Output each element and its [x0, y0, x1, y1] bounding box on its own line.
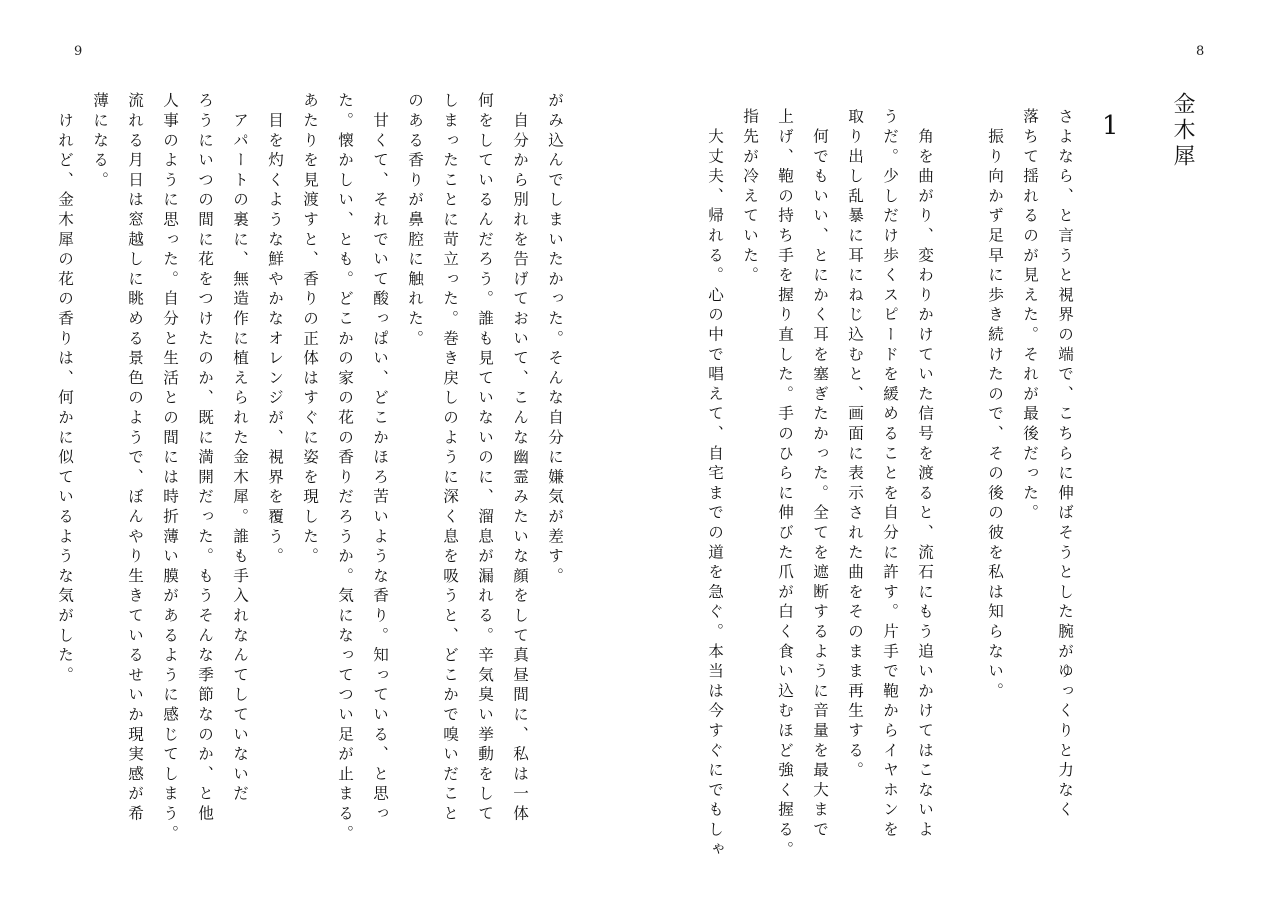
text-column: うだ。少しだけ歩くスピードを緩めることを自分に許す。片手で鞄からイヤホンを — [881, 108, 899, 841]
text-column: 甘くて、それでいて酸っぱい、どこかほろ苦いような香り。知っている、と思っ — [371, 92, 389, 825]
text-column: のある香りが鼻腔に触れた。 — [406, 92, 424, 350]
text-column: 指先が冷えていた。 — [741, 108, 759, 287]
text-column: ろうにいつの間に花をつけたのか、既に満開だった。もうそんな季節なのか、と他 — [196, 92, 214, 825]
text-column: 角を曲がり、変わりかけていた信号を渡ると、流石にもう追いかけてはこないよ — [916, 108, 934, 841]
chapter-title: 金木犀 — [1170, 92, 1195, 170]
text-column: 何をしているんだろう。誰も見ていないのに、溜息が漏れる。辛気臭い挙動をして — [476, 92, 494, 825]
text-column: 振り向かず足早に歩き続けたので、その後の彼を私は知らない。 — [986, 108, 1004, 702]
text-column: けれど、金木犀の花の香りは、何かに似ているような気がした。 — [56, 92, 74, 686]
text-column: 自分から別れを告げておいて、こんな幽霊みたいな顔をして真昼間に、私は一体 — [511, 92, 529, 825]
text-column: 上げ、鞄の持ち手を握り直した。手のひらに伸びた爪が白く食い込むほど強く握る。 — [776, 108, 794, 861]
text-column: あたりを見渡すと、香りの正体はすぐに姿を現した。 — [301, 92, 319, 568]
text-column: 人事のように思った。自分と生活との間には時折薄い膜があるように感じてしまう。 — [161, 92, 179, 845]
text-column: 目を灼くような鮮やかなオレンジが、視界を覆う。 — [266, 92, 284, 568]
text-column: さよなら、と言うと視界の端で、こちらに伸ばそうとした腕がゆっくりと力なく — [1056, 108, 1074, 821]
text-column: アパートの裏に、無造作に植えられた金木犀。誰も手入れなんてしていないだ — [231, 92, 249, 805]
text-column: 流れる月日は窓越しに眺める景色のようで、ぼんやり生きているせいか現実感が希 — [126, 92, 144, 825]
text-column: 何でもいい、とにかく耳を塞ぎたかった。全てを遮断するように音量を最大まで — [811, 108, 829, 841]
text-column: しまったことに苛立った。巻き戻しのように深く息を吸うと、どこかで嗅いだこと — [441, 92, 459, 825]
text-column: 取り出し乱暴に耳にねじ込むと、画面に表示された曲をそのまま再生する。 — [846, 108, 864, 782]
text-column: 大丈夫、帰れる。心の中で唱えて、自宅までの道を急ぐ。本当は今すぐにでもしゃ — [706, 108, 724, 861]
text-column: た。懐かしい、とも。どこかの家の花の香りだろうか。気になってつい足が止まる。 — [336, 92, 354, 845]
page-number-right: 8 — [1196, 44, 1205, 59]
text-column: がみ込んでしまいたかった。そんな自分に嫌気が差す。 — [546, 92, 564, 587]
text-column: 落ちて揺れるのが見えた。それが最後だった。 — [1021, 108, 1039, 524]
text-column: 薄になる。 — [91, 92, 109, 191]
page-number-left: 9 — [74, 44, 83, 59]
chapter-number: 1 — [1102, 111, 1119, 141]
